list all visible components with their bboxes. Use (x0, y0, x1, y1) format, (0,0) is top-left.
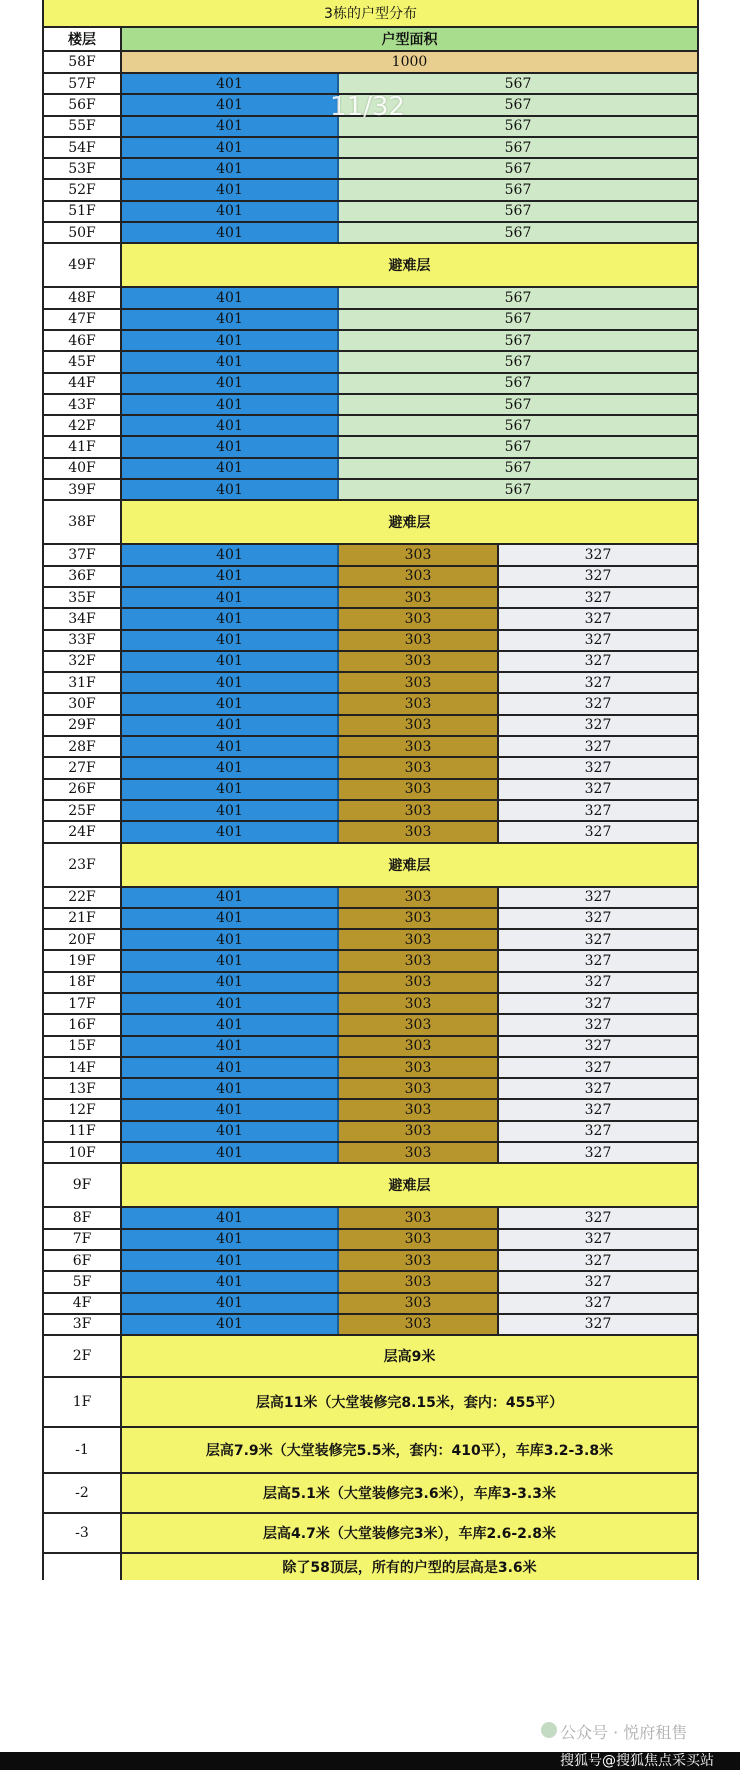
floor-row (44, 374, 697, 395)
refuge-label: 避难层 (122, 244, 697, 286)
floor-label: 24F (44, 822, 122, 841)
unit-401: 401 (122, 588, 339, 607)
unit-401: 401 (122, 994, 339, 1013)
floor-height-note: 层高7.9米（大堂装修完5.5米，套内：410平），车库3.2-3.8米 (122, 1428, 697, 1472)
floor-label: 29F (44, 716, 122, 735)
unit-327: 327 (499, 780, 697, 799)
unit-327: 327 (499, 758, 697, 777)
unit-401: 401 (122, 1037, 339, 1056)
unit-401: 401 (122, 180, 339, 199)
floor-label: 49F (44, 244, 122, 286)
header-area: 户型面积 (122, 28, 697, 50)
floor-label: 15F (44, 1037, 122, 1056)
unit-401: 401 (122, 288, 339, 307)
unit-303: 303 (339, 545, 499, 564)
unit-401: 401 (122, 716, 339, 735)
floor-label: 31F (44, 673, 122, 692)
unit-401: 401 (122, 437, 339, 456)
unit-303: 303 (339, 716, 499, 735)
unit-303: 303 (339, 631, 499, 650)
floor-row (44, 288, 697, 309)
unit-303: 303 (339, 1315, 499, 1334)
unit-401: 401 (122, 374, 339, 393)
header-floor: 楼层 (44, 28, 122, 50)
unit-303: 303 (339, 652, 499, 671)
refuge-row (44, 501, 697, 545)
floor-label: 34F (44, 609, 122, 628)
unit-303: 303 (339, 801, 499, 820)
floor-row (44, 395, 697, 416)
unit-401: 401 (122, 352, 339, 371)
unit-303: 303 (339, 1208, 499, 1227)
unit-401: 401 (122, 888, 339, 907)
floor-label: 52F (44, 180, 122, 199)
unit-567: 567 (339, 180, 697, 199)
unit-327: 327 (499, 801, 697, 820)
lower-floor-row (44, 1336, 697, 1378)
unit-401: 401 (122, 780, 339, 799)
floor-row (44, 545, 697, 566)
unit-303: 303 (339, 1230, 499, 1249)
unit-567: 567 (339, 331, 697, 350)
unit-303: 303 (339, 973, 499, 992)
unit-401: 401 (122, 1251, 339, 1270)
floor-row (44, 973, 697, 994)
floor-row (44, 1315, 697, 1336)
header-row (44, 28, 697, 52)
floor-label: 37F (44, 545, 122, 564)
lower-floor-row (44, 1474, 697, 1514)
unit-401: 401 (122, 1100, 339, 1119)
footer-floor-blank (44, 1554, 122, 1580)
floor-label: 40F (44, 459, 122, 478)
unit-401: 401 (122, 652, 339, 671)
floor-row (44, 459, 697, 480)
floor-label: 51F (44, 202, 122, 221)
unit-303: 303 (339, 930, 499, 949)
unit-401: 401 (122, 1294, 339, 1313)
unit-distribution-table (42, 0, 699, 1580)
floor-label: 48F (44, 288, 122, 307)
floor-label: 18F (44, 973, 122, 992)
unit-567: 567 (339, 352, 697, 371)
floor-label: 8F (44, 1208, 122, 1227)
unit-401: 401 (122, 117, 339, 136)
unit-303: 303 (339, 1122, 499, 1141)
lower-floors (44, 1336, 697, 1554)
unit-327: 327 (499, 1230, 697, 1249)
floor-sections (44, 74, 697, 1336)
floor-label: 44F (44, 374, 122, 393)
floor-label: 33F (44, 631, 122, 650)
unit-303: 303 (339, 994, 499, 1013)
floor-label: 53F (44, 159, 122, 178)
floor-label: 30F (44, 694, 122, 713)
unit-327: 327 (499, 567, 697, 586)
unit-327: 327 (499, 822, 697, 841)
unit-401: 401 (122, 951, 339, 970)
floor-row (44, 1015, 697, 1036)
unit-303: 303 (339, 822, 499, 841)
unit-327: 327 (499, 1208, 697, 1227)
floor-label: 41F (44, 437, 122, 456)
floor-label: 3F (44, 1315, 122, 1334)
unit-401: 401 (122, 631, 339, 650)
unit-303: 303 (339, 609, 499, 628)
unit-567: 567 (339, 374, 697, 393)
unit-303: 303 (339, 1272, 499, 1291)
unit-327: 327 (499, 652, 697, 671)
footer-note: 除了58顶层，所有的户型的层高是3.6米 (122, 1554, 697, 1580)
floor-label: 45F (44, 352, 122, 371)
unit-401: 401 (122, 1058, 339, 1077)
unit-303: 303 (339, 588, 499, 607)
public-account-watermark: 公众号 · 悦府租售 (560, 1723, 688, 1742)
unit-327: 327 (499, 1294, 697, 1313)
unit-567: 567 (339, 480, 697, 499)
floor-label: 25F (44, 801, 122, 820)
floor-height-note: 层高11米（大堂装修完8.15米，套内：455平） (122, 1378, 697, 1426)
unit-567: 567 (339, 437, 697, 456)
unit-401: 401 (122, 74, 339, 93)
unit-401: 401 (122, 1315, 339, 1334)
floor-label: 55F (44, 117, 122, 136)
floor-label: 12F (44, 1100, 122, 1119)
unit-303: 303 (339, 1251, 499, 1270)
unit-401: 401 (122, 416, 339, 435)
floor-row (44, 758, 697, 779)
wechat-icon (541, 1722, 557, 1738)
floor-label: -3 (44, 1514, 122, 1552)
unit-327: 327 (499, 1100, 697, 1119)
floor-label: 4F (44, 1294, 122, 1313)
unit-401: 401 (122, 138, 339, 157)
floor-label: 42F (44, 416, 122, 435)
refuge-row (44, 244, 697, 288)
floor-label: 43F (44, 395, 122, 414)
floor-row (44, 416, 697, 437)
floor-label: 20F (44, 930, 122, 949)
floor-height-note: 层高4.7米（大堂装修完3米），车库2.6-2.8米 (122, 1514, 697, 1552)
unit-327: 327 (499, 609, 697, 628)
unit-303: 303 (339, 888, 499, 907)
floor-label: 46F (44, 331, 122, 350)
floor-label: 10F (44, 1143, 122, 1162)
floor-label: 23F (44, 844, 122, 886)
floor-row (44, 1272, 697, 1293)
lower-floor-row (44, 1428, 697, 1474)
unit-327: 327 (499, 888, 697, 907)
refuge-row (44, 844, 697, 888)
unit-327: 327 (499, 973, 697, 992)
floor-label: 13F (44, 1079, 122, 1098)
unit-567: 567 (339, 395, 697, 414)
floor-row (44, 801, 697, 822)
sohu-watermark: 搜狐号@搜狐焦点采买站 (560, 1753, 714, 1769)
unit-327: 327 (499, 1015, 697, 1034)
floor-label: 50F (44, 223, 122, 242)
floor-label: 32F (44, 652, 122, 671)
floor-row (44, 930, 697, 951)
floor-label: 7F (44, 1230, 122, 1249)
top-floor-row (44, 52, 697, 74)
floor-label: 14F (44, 1058, 122, 1077)
page-indicator: 11/32 (330, 92, 405, 122)
floor-row (44, 331, 697, 352)
floor-label: -1 (44, 1428, 122, 1472)
floor-row (44, 822, 697, 843)
floor-label: 16F (44, 1015, 122, 1034)
unit-401: 401 (122, 202, 339, 221)
floor-row (44, 888, 697, 909)
floor-label: 21F (44, 909, 122, 928)
floor-row (44, 1251, 697, 1272)
floor-row (44, 694, 697, 715)
floor-row (44, 909, 697, 930)
unit-303: 303 (339, 1100, 499, 1119)
floor-label: 17F (44, 994, 122, 1013)
unit-567: 567 (339, 74, 697, 93)
unit-567: 567 (339, 459, 697, 478)
unit-327: 327 (499, 1272, 697, 1291)
floor-row (44, 588, 697, 609)
unit-567: 567 (339, 416, 697, 435)
floor-label: 26F (44, 780, 122, 799)
unit-303: 303 (339, 1015, 499, 1034)
unit-401: 401 (122, 737, 339, 756)
floor-height-note: 层高9米 (122, 1336, 697, 1376)
unit-327: 327 (499, 737, 697, 756)
floor-row (44, 673, 697, 694)
unit-401: 401 (122, 395, 339, 414)
floor-row (44, 1208, 697, 1229)
floor-row (44, 652, 697, 673)
unit-401: 401 (122, 1230, 339, 1249)
unit-303: 303 (339, 951, 499, 970)
unit-401: 401 (122, 801, 339, 820)
unit-327: 327 (499, 716, 697, 735)
unit-401: 401 (122, 567, 339, 586)
unit-401: 401 (122, 973, 339, 992)
unit-401: 401 (122, 1015, 339, 1034)
unit-401: 401 (122, 331, 339, 350)
top-floor-value: 1000 (122, 52, 697, 72)
floor-label: 57F (44, 74, 122, 93)
unit-401: 401 (122, 694, 339, 713)
floor-row (44, 310, 697, 331)
floor-label: 47F (44, 310, 122, 329)
unit-327: 327 (499, 1079, 697, 1098)
floor-row (44, 737, 697, 758)
unit-303: 303 (339, 1058, 499, 1077)
floor-row (44, 951, 697, 972)
unit-327: 327 (499, 694, 697, 713)
floor-row (44, 352, 697, 373)
floor-row (44, 1122, 697, 1143)
unit-303: 303 (339, 673, 499, 692)
floor-row (44, 202, 697, 223)
unit-401: 401 (122, 1272, 339, 1291)
unit-327: 327 (499, 1037, 697, 1056)
unit-401: 401 (122, 459, 339, 478)
unit-303: 303 (339, 694, 499, 713)
floor-row (44, 1037, 697, 1058)
unit-303: 303 (339, 909, 499, 928)
floor-label: 19F (44, 951, 122, 970)
floor-row (44, 609, 697, 630)
unit-303: 303 (339, 567, 499, 586)
unit-303: 303 (339, 1294, 499, 1313)
floor-label: 35F (44, 588, 122, 607)
floor-label: 2F (44, 1336, 122, 1376)
unit-327: 327 (499, 1251, 697, 1270)
unit-567: 567 (339, 288, 697, 307)
floor-row (44, 1143, 697, 1164)
floor-label: -2 (44, 1474, 122, 1512)
unit-327: 327 (499, 1315, 697, 1334)
floor-label: 27F (44, 758, 122, 777)
unit-401: 401 (122, 480, 339, 499)
floor-row (44, 780, 697, 801)
refuge-label: 避难层 (122, 501, 697, 543)
unit-401: 401 (122, 1079, 339, 1098)
unit-303: 303 (339, 1143, 499, 1162)
refuge-label: 避难层 (122, 844, 697, 886)
floor-row (44, 631, 697, 652)
floor-label: 39F (44, 480, 122, 499)
unit-401: 401 (122, 758, 339, 777)
lower-floor-row (44, 1378, 697, 1428)
floor-label: 56F (44, 95, 122, 114)
floor-label: 28F (44, 737, 122, 756)
floor-row (44, 437, 697, 458)
floor-row (44, 180, 697, 201)
unit-401: 401 (122, 1208, 339, 1227)
unit-567: 567 (339, 202, 697, 221)
floor-row (44, 480, 697, 501)
unit-401: 401 (122, 822, 339, 841)
unit-567: 567 (339, 159, 697, 178)
refuge-label: 避难层 (122, 1164, 697, 1206)
unit-327: 327 (499, 545, 697, 564)
unit-303: 303 (339, 1079, 499, 1098)
floor-label: 38F (44, 501, 122, 543)
floor-row (44, 1100, 697, 1121)
floor-row (44, 994, 697, 1015)
floor-label: 36F (44, 567, 122, 586)
floor-row (44, 159, 697, 180)
footer-note-row (44, 1554, 697, 1580)
floor-label: 1F (44, 1378, 122, 1426)
unit-327: 327 (499, 909, 697, 928)
unit-303: 303 (339, 737, 499, 756)
floor-row (44, 567, 697, 588)
unit-401: 401 (122, 673, 339, 692)
floor-label: 58F (44, 52, 122, 72)
floor-label: 54F (44, 138, 122, 157)
floor-label: 6F (44, 1251, 122, 1270)
floor-label: 22F (44, 888, 122, 907)
unit-327: 327 (499, 1058, 697, 1077)
refuge-row (44, 1164, 697, 1208)
unit-567: 567 (339, 117, 697, 136)
unit-401: 401 (122, 609, 339, 628)
lower-floor-row (44, 1514, 697, 1554)
unit-327: 327 (499, 588, 697, 607)
floor-label: 5F (44, 1272, 122, 1291)
floor-row (44, 1230, 697, 1251)
unit-401: 401 (122, 1122, 339, 1141)
unit-567: 567 (339, 310, 697, 329)
unit-327: 327 (499, 631, 697, 650)
floor-row (44, 1294, 697, 1315)
floor-row (44, 223, 697, 244)
unit-327: 327 (499, 1122, 697, 1141)
unit-401: 401 (122, 1143, 339, 1162)
unit-401: 401 (122, 310, 339, 329)
unit-401: 401 (122, 545, 339, 564)
unit-401: 401 (122, 223, 339, 242)
floor-row (44, 1058, 697, 1079)
floor-row (44, 716, 697, 737)
unit-401: 401 (122, 159, 339, 178)
floor-row (44, 1079, 697, 1100)
floor-height-note: 层高5.1米（大堂装修完3.6米），车库3-3.3米 (122, 1474, 697, 1512)
unit-327: 327 (499, 951, 697, 970)
unit-327: 327 (499, 1143, 697, 1162)
unit-303: 303 (339, 758, 499, 777)
unit-567: 567 (339, 223, 697, 242)
unit-567: 567 (339, 138, 697, 157)
floor-label: 11F (44, 1122, 122, 1141)
floor-label: 9F (44, 1164, 122, 1206)
unit-401: 401 (122, 909, 339, 928)
unit-401: 401 (122, 930, 339, 949)
floor-row (44, 138, 697, 159)
unit-327: 327 (499, 930, 697, 949)
unit-567: 567 (339, 95, 697, 114)
unit-303: 303 (339, 1037, 499, 1056)
unit-401: 401 (122, 95, 339, 114)
unit-327: 327 (499, 994, 697, 1013)
table-title: 3栋的户型分布 (44, 0, 697, 28)
unit-303: 303 (339, 780, 499, 799)
unit-327: 327 (499, 673, 697, 692)
